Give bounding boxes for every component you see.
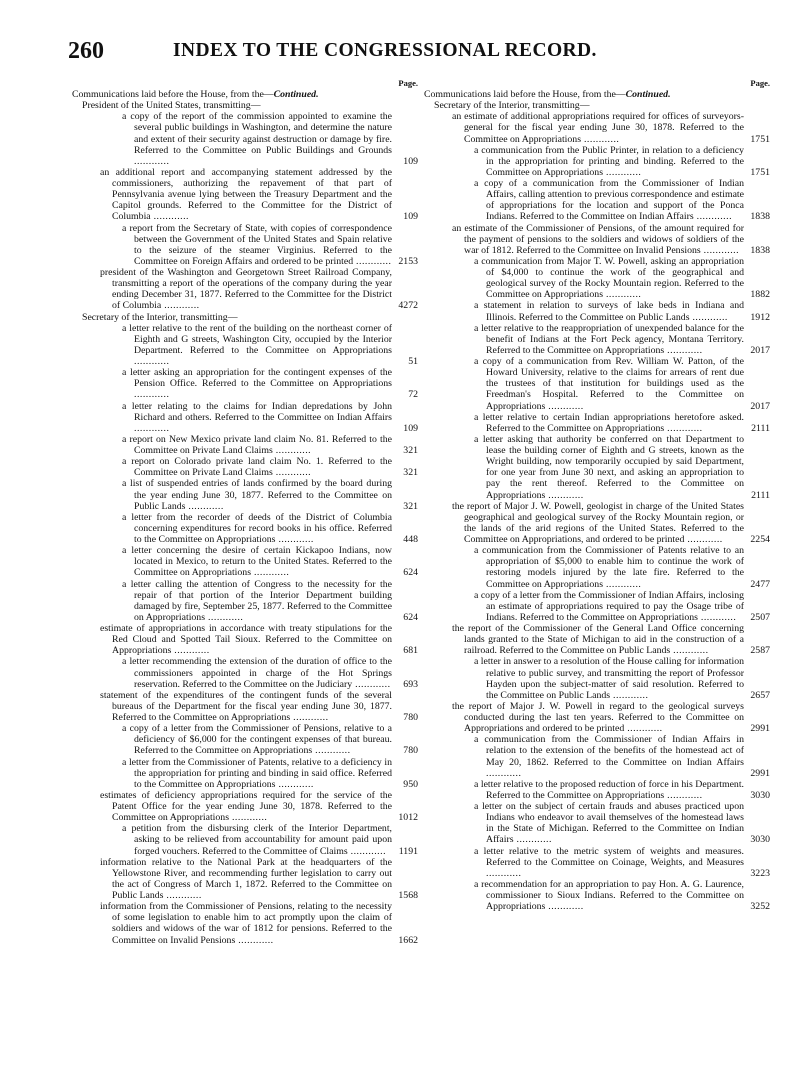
entry-page-number: 3252 — [750, 901, 770, 913]
index-entry — [424, 734, 770, 779]
entry-page-number: 2991 — [750, 767, 770, 779]
index-entry — [424, 412, 770, 434]
entry-page-number: 448 — [403, 534, 418, 545]
right-column — [424, 78, 770, 1068]
index-entry — [72, 656, 418, 689]
entry-page-number: 1912 — [750, 311, 770, 323]
index-heading — [424, 89, 770, 100]
index-entry — [424, 590, 770, 623]
index-entry — [72, 456, 418, 478]
index-entry — [424, 323, 770, 356]
entry-text: the report of the Commissioner of the General Land Office concerning lands granted to the State of Michigan to aid in the construction of a railroad. Referred to the Committee on Public Lands — [452, 623, 744, 657]
entry-page-number: 2507 — [750, 611, 770, 623]
entry-text: a communication from the Commissioner of Patents relative to an appropriation of $5,000 to enable him to continue the work of restoring models injured by the late fire. Referred to the Committee on Appropriations — [474, 545, 744, 590]
index-heading-continued: Continued. — [625, 89, 671, 100]
leader-dots: ............ — [229, 812, 268, 824]
entry-page-number: 72 — [408, 389, 418, 401]
entry-text: a petition from the disbursing clerk of the Interior Department, asking to be relieved from accountability for amount paid upon forged vouchers. Referred to the Committee of Claims — [122, 823, 392, 857]
index-entry — [72, 223, 418, 268]
index-entry — [72, 167, 418, 223]
leader-dots: ............ — [272, 445, 312, 456]
index-subheading: Secretary of the Interior, transmitting— — [434, 100, 590, 112]
index-entry — [424, 145, 770, 178]
index-entry — [72, 690, 418, 723]
entry-text: a communication from the Commissioner of Indian Affairs in relation to the extension of the benefits of the homestead act of May 20, 1862. Referred to the Committee on Indian Affairs — [474, 734, 744, 768]
entry-list — [424, 111, 770, 912]
entry-page-number: 1751 — [750, 133, 770, 145]
entry-page-number: 51 — [408, 356, 418, 367]
entry-page-number: 2477 — [750, 578, 770, 590]
index-entry — [424, 434, 770, 501]
entry-page-number: 780 — [403, 745, 418, 757]
entry-page-number: 2254 — [750, 534, 770, 545]
leader-dots: ............ — [185, 500, 224, 512]
entry-text: a report on New Mexico private land claim No. 81. Referred to the Committee on Private Land Claims — [122, 433, 392, 456]
entry-page-number: 1882 — [750, 289, 770, 301]
entry-text: an additional report and accompanying statement addressed by the commissioners, authorizing the repavement of that part of Pennsylvania avenue lying between the Treasury Department and the Capitol grounds. Referred to the Committee for the District of Columbia — [100, 166, 392, 223]
index-entry — [424, 545, 770, 590]
index-heading-continued: Continued. — [273, 89, 319, 100]
index-entry — [424, 879, 770, 912]
index-entry — [424, 223, 770, 256]
index-entry — [424, 623, 770, 656]
entry-page-number: 2017 — [750, 400, 770, 412]
entry-text: a letter calling the attention of Congress to the necessity for the repair of that portion of the Interior Department building damaged by fire, September 25, 1877. Referred to the Committee on Appropriations — [122, 578, 392, 623]
entry-page-number: 4272 — [398, 300, 418, 312]
entry-text: president of the Washington and Georgetown Street Railroad Company, transmitting a report of the operations of the company during the year ending December 31, 1877. Referred to the Committee for the District of Columbia — [100, 267, 392, 312]
entry-page-number: 109 — [403, 422, 418, 434]
entry-text: a letter relative to certain Indian appropriations heretofore asked. Referred to the Committee on Appropriations — [474, 411, 744, 434]
entry-page-number: 1838 — [750, 244, 770, 256]
leader-dots: ............ — [610, 689, 649, 701]
page-column-label: Page. — [750, 78, 770, 88]
entry-page-number: 321 — [403, 445, 418, 456]
entry-text: information from the Commissioner of Pensions, relating to the necessity of some legislation to enable him to act promptly upon the claim of soldiers and widows of the war of 1812 for pensions. Referred to the Committee on Invalid Pensions — [100, 901, 392, 946]
index-entry — [72, 623, 418, 656]
entry-text: statement of the expenditures of the contingent funds of the several bureaus of the Department for the fiscal year ending June 30, 1877. Referred to the Committee on Appropriations — [100, 689, 392, 723]
leader-dots: ............ — [312, 745, 351, 757]
leader-dots: ............ — [545, 901, 584, 913]
entry-page-number: 109 — [403, 211, 418, 223]
entry-page-number: 1191 — [398, 845, 418, 857]
entry-page-number: 2017 — [750, 344, 770, 356]
leader-dots: ............ — [353, 255, 392, 267]
index-entry — [424, 501, 770, 546]
leader-dots: ............ — [603, 166, 642, 178]
leader-dots: ............ — [513, 834, 552, 846]
entry-text: a recommendation for an appropriation to pay Hon. A. G. Laurence, commissioner to Sioux Indians. Referred to the Committee on Appropriations — [474, 878, 744, 913]
entry-text: a letter in answer to a resolution of the House calling for information relative to public survey, and transmitting the report of Professor Hayden upon the subject-matter of said resolution. Referred to the Committee on Public Lands — [474, 656, 744, 701]
leader-dots: ............ — [486, 767, 522, 779]
index-entry — [72, 723, 418, 756]
entry-text: a copy of a communication from Rev. William W. Patton, of the Howard University, relative to the claims for arrears of rent due the trustees of that institution for buildings used as the Freedman's Hospital. Referred to the Committee on Appropriations — [474, 356, 744, 412]
entry-page-number: 1838 — [750, 211, 770, 223]
leader-dots: ............ — [664, 422, 703, 434]
entry-text: a copy of the report of the commission appointed to examine the several public buildings in Washington, and determine the nature and extent of their security against destruction or damage by fire. Referred to the Committee on Public Buildings and Grounds — [122, 111, 392, 156]
entry-page-number: 3223 — [750, 867, 770, 879]
page-header — [68, 38, 768, 68]
leader-dots: ............ — [545, 489, 584, 501]
leader-dots: ............ — [134, 356, 170, 367]
entry-text: a letter asking an appropriation for the contingent expenses of the Pension Office. Referred to the Committee on Appropriations — [122, 367, 392, 390]
entry-page-number: 321 — [403, 467, 418, 479]
leader-dots: ............ — [624, 723, 663, 735]
entry-text: a report on Colorado private land claim No. 1. Referred to the Committee on Private Land Claims — [122, 456, 392, 479]
entry-page-number: 1751 — [750, 166, 770, 178]
index-entry — [424, 111, 770, 144]
leader-dots: ............ — [486, 867, 522, 879]
entry-page-number: 780 — [403, 712, 418, 723]
index-entry — [72, 790, 418, 823]
leader-dots: ............ — [700, 244, 740, 256]
index-entry — [72, 111, 418, 167]
index-entry — [72, 857, 418, 902]
entry-text: a letter relative to the rent of the building on the northeast corner of Eighth and G streets, Washington City, occupied by the Interior Department. Referred to the Committee on Appropriations — [122, 322, 392, 356]
entry-text: a letter relating to the claims for Indian depredations by John Richard and others. Referred to the Committee on Indian Affairs — [122, 400, 392, 423]
entry-page-number: 321 — [403, 500, 418, 512]
entry-text: a letter relative to the metric system of weights and measures. Referred to the Committee on Coinage, Weights, and Measures — [474, 845, 744, 868]
leader-dots: ............ — [581, 133, 620, 145]
leader-dots: ............ — [684, 534, 723, 545]
index-entry — [424, 801, 770, 846]
leader-dots: ............ — [664, 789, 703, 801]
entry-list — [72, 323, 418, 946]
leader-dots: ............ — [272, 467, 312, 479]
page-number: 260 — [68, 38, 104, 64]
leader-dots: ............ — [347, 845, 387, 857]
entry-page-number: 624 — [403, 611, 418, 623]
entry-list — [72, 111, 418, 311]
leader-dots: ............ — [670, 645, 709, 657]
entry-text: a letter concerning the desire of certain Kickapoo Indians, now located in Mexico, to return to the United States. Referred to the Committee on Appropriations — [122, 545, 392, 579]
entry-text: a letter recommending the extension of the duration of office to the commissioners appointed in charge of the Hot Springs reservation. Referred to the Committee on the Judiciary — [122, 656, 392, 690]
entry-text: a communication from Major T. W. Powell, asking an appropriation of $4,000 to continue the work of the geographical and geological survey of the Rocky Mountain region. Referred to the Committee on Appropriations — [474, 255, 744, 301]
entry-page-number: 693 — [403, 678, 418, 690]
index-entry — [72, 545, 418, 578]
entry-page-number: 1662 — [398, 934, 418, 946]
index-entry — [424, 701, 770, 734]
leader-dots: ............ — [689, 311, 728, 323]
index-subheading: President of the United States, transmitting— — [82, 100, 261, 112]
index-heading — [72, 89, 418, 100]
entry-text: an estimate of the Commissioner of Pensions, of the amount required for the payment of pensions to the soldiers and widows of soldiers of the war of 1812. Referred to the Committee on Invalid Pensions — [452, 222, 744, 256]
entry-text: information relative to the National Park at the headquarters of the Yellowstone River, and recommending further legislation to carry out the act of Congress of March 1, 1872. Referred to the Committee on Public Lands — [100, 856, 392, 901]
leader-dots: ............ — [163, 890, 202, 901]
entry-page-number: 681 — [403, 645, 418, 657]
entry-text: an estimate of additional appropriations required for offices of surveyors-general for the fiscal year ending June 30, 1878. Referred to the Committee on Appropriations — [452, 111, 744, 145]
index-entry — [72, 323, 418, 368]
index-heading-text: Communications laid before the House, from the— — [72, 89, 274, 100]
index-entry — [72, 579, 418, 624]
leader-dots: ............ — [603, 289, 642, 301]
entry-text: a copy of a letter from the Commissioner of Pensions, relative to a deficiency of $6,000 for the contingent expenses of that bureau. Referred to the Committee on Appropriations — [122, 723, 392, 757]
entry-page-number: 109 — [403, 155, 418, 167]
entry-text: a letter from the Commissioner of Patents, relative to a deficiency in the appropriation for printing and binding in said office. Referred to the Committee on Appropriations — [122, 756, 392, 790]
leader-dots: ............ — [235, 934, 274, 946]
entry-page-number: 2111 — [751, 422, 770, 434]
leader-dots: ............ — [352, 678, 391, 690]
entry-page-number: 3030 — [750, 789, 770, 801]
entry-page-number: 1012 — [398, 812, 418, 824]
leader-dots: ............ — [134, 389, 170, 401]
index-entry — [424, 846, 770, 879]
index-entry — [72, 478, 418, 511]
index-entry — [72, 434, 418, 456]
leader-dots: ............ — [545, 400, 584, 412]
leader-dots: ............ — [251, 567, 290, 579]
entry-text: a letter relative to the reappropriation of unexpended balance for the benefit of Indians at the Fort Peck agency, Montana Territory. Referred to the Committee on Appropriations — [474, 322, 744, 356]
entry-text: a statement in relation to surveys of lake beds in Indiana and Illinois. Referred to the Committee on Public Lands — [474, 300, 744, 323]
entry-page-number: 2587 — [750, 645, 770, 657]
entry-text: a list of suspended entries of lands confirmed by the board during the year ending June 30, 1877. Referred to the Committee on Public Lands — [122, 478, 392, 512]
leader-dots: ............ — [134, 422, 170, 434]
leader-dots: ............ — [603, 578, 642, 590]
index-entry — [72, 823, 418, 856]
left-column — [72, 78, 418, 1068]
entry-page-number: 1568 — [398, 890, 418, 901]
index-entry — [72, 512, 418, 545]
entry-page-number: 624 — [403, 567, 418, 579]
index-heading-text: Communications laid before the House, from the— — [424, 89, 626, 100]
entry-page-number: 2111 — [751, 489, 770, 501]
leader-dots: ............ — [697, 611, 737, 623]
running-title: INDEX TO THE CONGRESSIONAL RECORD. — [173, 40, 597, 61]
entry-text: a communication from the Public Printer, in relation to a deficiency in the appropriation for printing and binding. Referred to the Committee on Appropriations — [474, 144, 744, 178]
entry-page-number: 2153 — [398, 255, 418, 267]
index-entry — [424, 178, 770, 223]
entry-page-number: 2657 — [750, 689, 770, 701]
index-subheading: Secretary of the Interior, transmitting— — [82, 311, 238, 323]
leader-dots: ............ — [150, 211, 189, 223]
entry-text: estimates of deficiency appropriations required for the service of the Patent Office for the year ending June 30, 1878. Referred to the Committee on Appropriations — [100, 789, 392, 824]
index-entry — [424, 656, 770, 701]
index-entry — [72, 901, 418, 946]
index-entry — [424, 779, 770, 801]
entry-text: the report of Major J. W. Powell in regard to the geological surveys conducted during the last ten years. Referred to the Committee on Appropriations and ordered to be printed — [452, 700, 744, 735]
leader-dots: ............ — [290, 712, 329, 723]
entry-text: estimate of appropriations in accordance with treaty stipulations for the Red Cloud and Spotted Tail Sioux. Referred to the Committee on Appropriations — [100, 623, 392, 657]
entry-text: a copy of a communication from the Commissioner of Indian Affairs, calling attention to previous correspondence and estimate of appropriations for the location and support of the Ponca Indians. Referred to the Committee on Indian Affairs — [474, 178, 744, 223]
index-entry — [424, 256, 770, 301]
index-entry — [72, 367, 418, 400]
leader-dots: ............ — [664, 344, 703, 356]
leader-dots: ............ — [275, 534, 314, 545]
entry-text: the report of Major J. W. Powell, geologist in charge of the United States geographical and geological survey of the Rocky Mountain region, or the lands of the arid regions of the United States. Referred to the Committee on Appropriations, and ordered to be printed — [452, 500, 744, 545]
entry-text: a letter relative to the proposed reduction of force in his Department. Referred to the Committee on Appropriations — [474, 778, 744, 801]
leader-dots: ............ — [171, 645, 210, 657]
index-entry — [72, 757, 418, 790]
entry-text: a copy of a letter from the Commissioner of Indian Affairs, inclosing an estimate of appropriations required to pay the Osage tribe of Indians. Referred to the Committee on Appropriations — [474, 589, 744, 623]
leader-dots: ............ — [275, 778, 314, 790]
leader-dots: ............ — [205, 611, 244, 623]
entry-page-number: 2991 — [750, 723, 770, 735]
entry-text: a letter from the recorder of deeds of the District of Columbia concerning expenditures for record books in his office. Referred to the Committee on Appropriations — [122, 511, 392, 545]
index-entry — [424, 356, 770, 412]
index-entry — [72, 401, 418, 434]
entry-text: a letter asking that authority be conferred on that Department to lease the building corner of Eighth and G streets, known as the Wright building, now temporarily occupied by said Department, for one year from June 30 next, and asking an appropriation to pay the rent thereof. Referred to the Committee on Appropriations — [474, 433, 744, 501]
page-column-label: Page. — [398, 78, 418, 88]
entry-page-number: 950 — [403, 778, 418, 790]
entry-page-number: 3030 — [750, 834, 770, 846]
index-entry — [72, 267, 418, 312]
entry-text: a report from the Secretary of State, with copies of correspondence between the Government of the United States and Spain relative to the seizure of the steamer Virginius. Referred to the Committee on Foreign Affairs and ordered to be printed — [122, 222, 392, 267]
leader-dots: ............ — [693, 211, 733, 223]
leader-dots: ............ — [161, 300, 200, 312]
leader-dots: ............ — [134, 155, 170, 167]
entry-text: a letter on the subject of certain frauds and abuses practiced upon Indians who endeavor to avail themselves of the homestead laws in the State of Michigan. Referred to the Committee on Indian Affairs — [474, 801, 744, 846]
index-entry — [424, 300, 770, 322]
